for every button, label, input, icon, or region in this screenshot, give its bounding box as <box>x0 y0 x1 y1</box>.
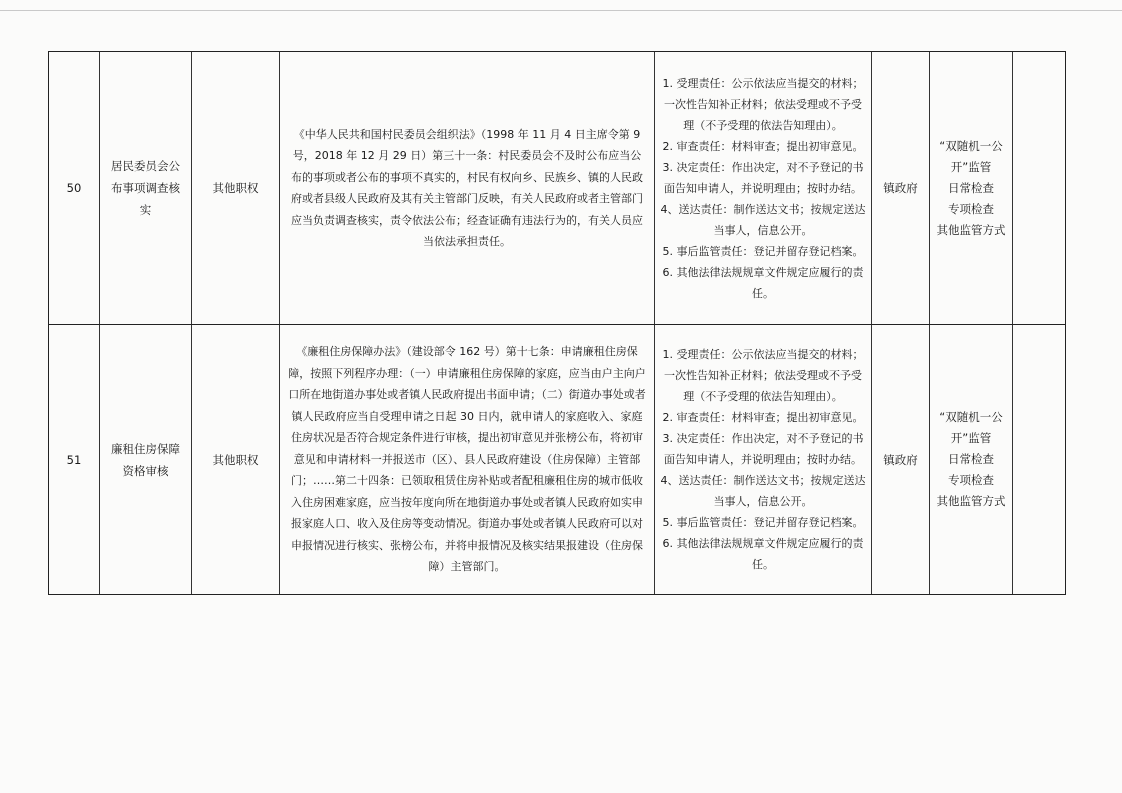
supervision-methods <box>930 325 1013 594</box>
page-top-rule <box>0 10 1122 11</box>
supervision-item: 专项检查 <box>948 473 994 487</box>
remarks-cell <box>1013 325 1064 594</box>
table-row <box>49 325 1065 594</box>
responsibility-item: 5. 事后监管责任：登记并留存登记档案。 <box>662 244 864 258</box>
responsibility-item: 6. 其他法律法规规章文件规定应履行的责任。 <box>662 537 864 571</box>
supervision-item: 其他监管方式 <box>936 494 1006 508</box>
responsibility-list <box>655 52 872 324</box>
item-name: 居民委员会公布事项调查核实 <box>100 52 192 324</box>
item-number: 50 <box>49 52 100 324</box>
item-name: 廉租住房保障资格审核 <box>100 325 192 594</box>
responsibility-item: 2. 审查责任：材料审查；提出初审意见。 <box>662 411 864 424</box>
supervision-item: 专项检查 <box>948 201 994 216</box>
responsibility-item: 2. 审查责任：材料审查；提出初审意见。 <box>662 139 864 153</box>
power-type: 其他职权 <box>192 325 280 594</box>
responsibility-item: 1. 受理责任：公示依法应当提交的材料；一次性告知补正材料；依法受理或不予受理（不予受理的依法告知理由）。 <box>662 76 864 132</box>
supervision-item: 日常检查 <box>948 180 994 195</box>
remarks-cell <box>1013 52 1064 324</box>
responsibility-item: 5. 事后监管责任：登记并留存登记档案。 <box>662 516 864 529</box>
responsibility-list <box>655 325 872 594</box>
supervision-item: 其他监管方式 <box>936 222 1006 237</box>
responsibility-item: 1. 受理责任：公示依法应当提交的材料；一次性告知补正材料；依法受理或不予受理（不予受理的依法告知理由）。 <box>662 348 864 403</box>
responsibility-item: 4、送达责任：制作送达文书；按规定送达当事人，信息公开。 <box>660 474 866 508</box>
responsibility-item: 4、送达责任：制作送达文书；按规定送达当事人，信息公开。 <box>660 202 866 237</box>
legal-basis: 《廉租住房保障办法》（建设部令 162 号）第十七条：申请廉租住房保障，按照下列程序办理：（一）申请廉租住房保障的家庭，应当由户主向户口所在地街道办事处或者镇人民政府提出书面申请；（二）街道办事处或者镇人民政府应当自受理申请之日起 30 日内，就申请人的家庭收入、家庭住房状况是否符合规定条件进行审核，提出初审意见并张榜公布，将初审意见和申请材料一并报送市（区）、县人民政府建设（住房保障）主管部门；……第二十四条：已领取租赁住房补贴或者配租廉租住房的城市低收入住房困难家庭，应当按年度向所在地街道办事处或者镇人民政府如实申报家庭人口、收入及住房等变动情况。街道办事处或者镇人民政府可以对申报情况进行核实、张榜公布，并将申报情况及核实结果报建设（住房保障）主管部门。 <box>280 325 655 594</box>
power-list-table <box>48 51 1066 595</box>
item-number: 51 <box>49 325 100 594</box>
responsible-department: 镇政府 <box>872 52 930 324</box>
legal-basis: 《中华人民共和国村民委员会组织法》（1998 年 11 月 4 日主席令第 9 号，2018 年 12 月 29 日）第三十一条：村民委员会不及时公布应当公布的事项或者公布的事项不真实的，村民有权向乡、民族乡、镇的人民政府或者县级人民政府及其有关主管部门反映，有关人民政府或者主管部门应当负责调查核实，责令依法公布；经查证确有违法行为的，有关人员应当依法承担责任。 <box>280 52 655 324</box>
supervision-item: “双随机一公开”监管 <box>939 138 1003 174</box>
responsible-department: 镇政府 <box>872 325 930 594</box>
responsibility-item: 3. 决定责任：作出决定，对不予登记的书面告知申请人，并说明理由；按时办结。 <box>662 432 864 466</box>
supervision-item: “双随机一公开”监管 <box>939 410 1003 445</box>
supervision-item: 日常检查 <box>948 452 994 466</box>
responsibility-item: 3. 决定责任：作出决定，对不予登记的书面告知申请人，并说明理由；按时办结。 <box>662 160 864 195</box>
supervision-methods <box>930 52 1013 324</box>
power-type: 其他职权 <box>192 52 280 324</box>
table-row <box>49 52 1065 325</box>
responsibility-item: 6. 其他法律法规规章文件规定应履行的责任。 <box>662 265 864 300</box>
